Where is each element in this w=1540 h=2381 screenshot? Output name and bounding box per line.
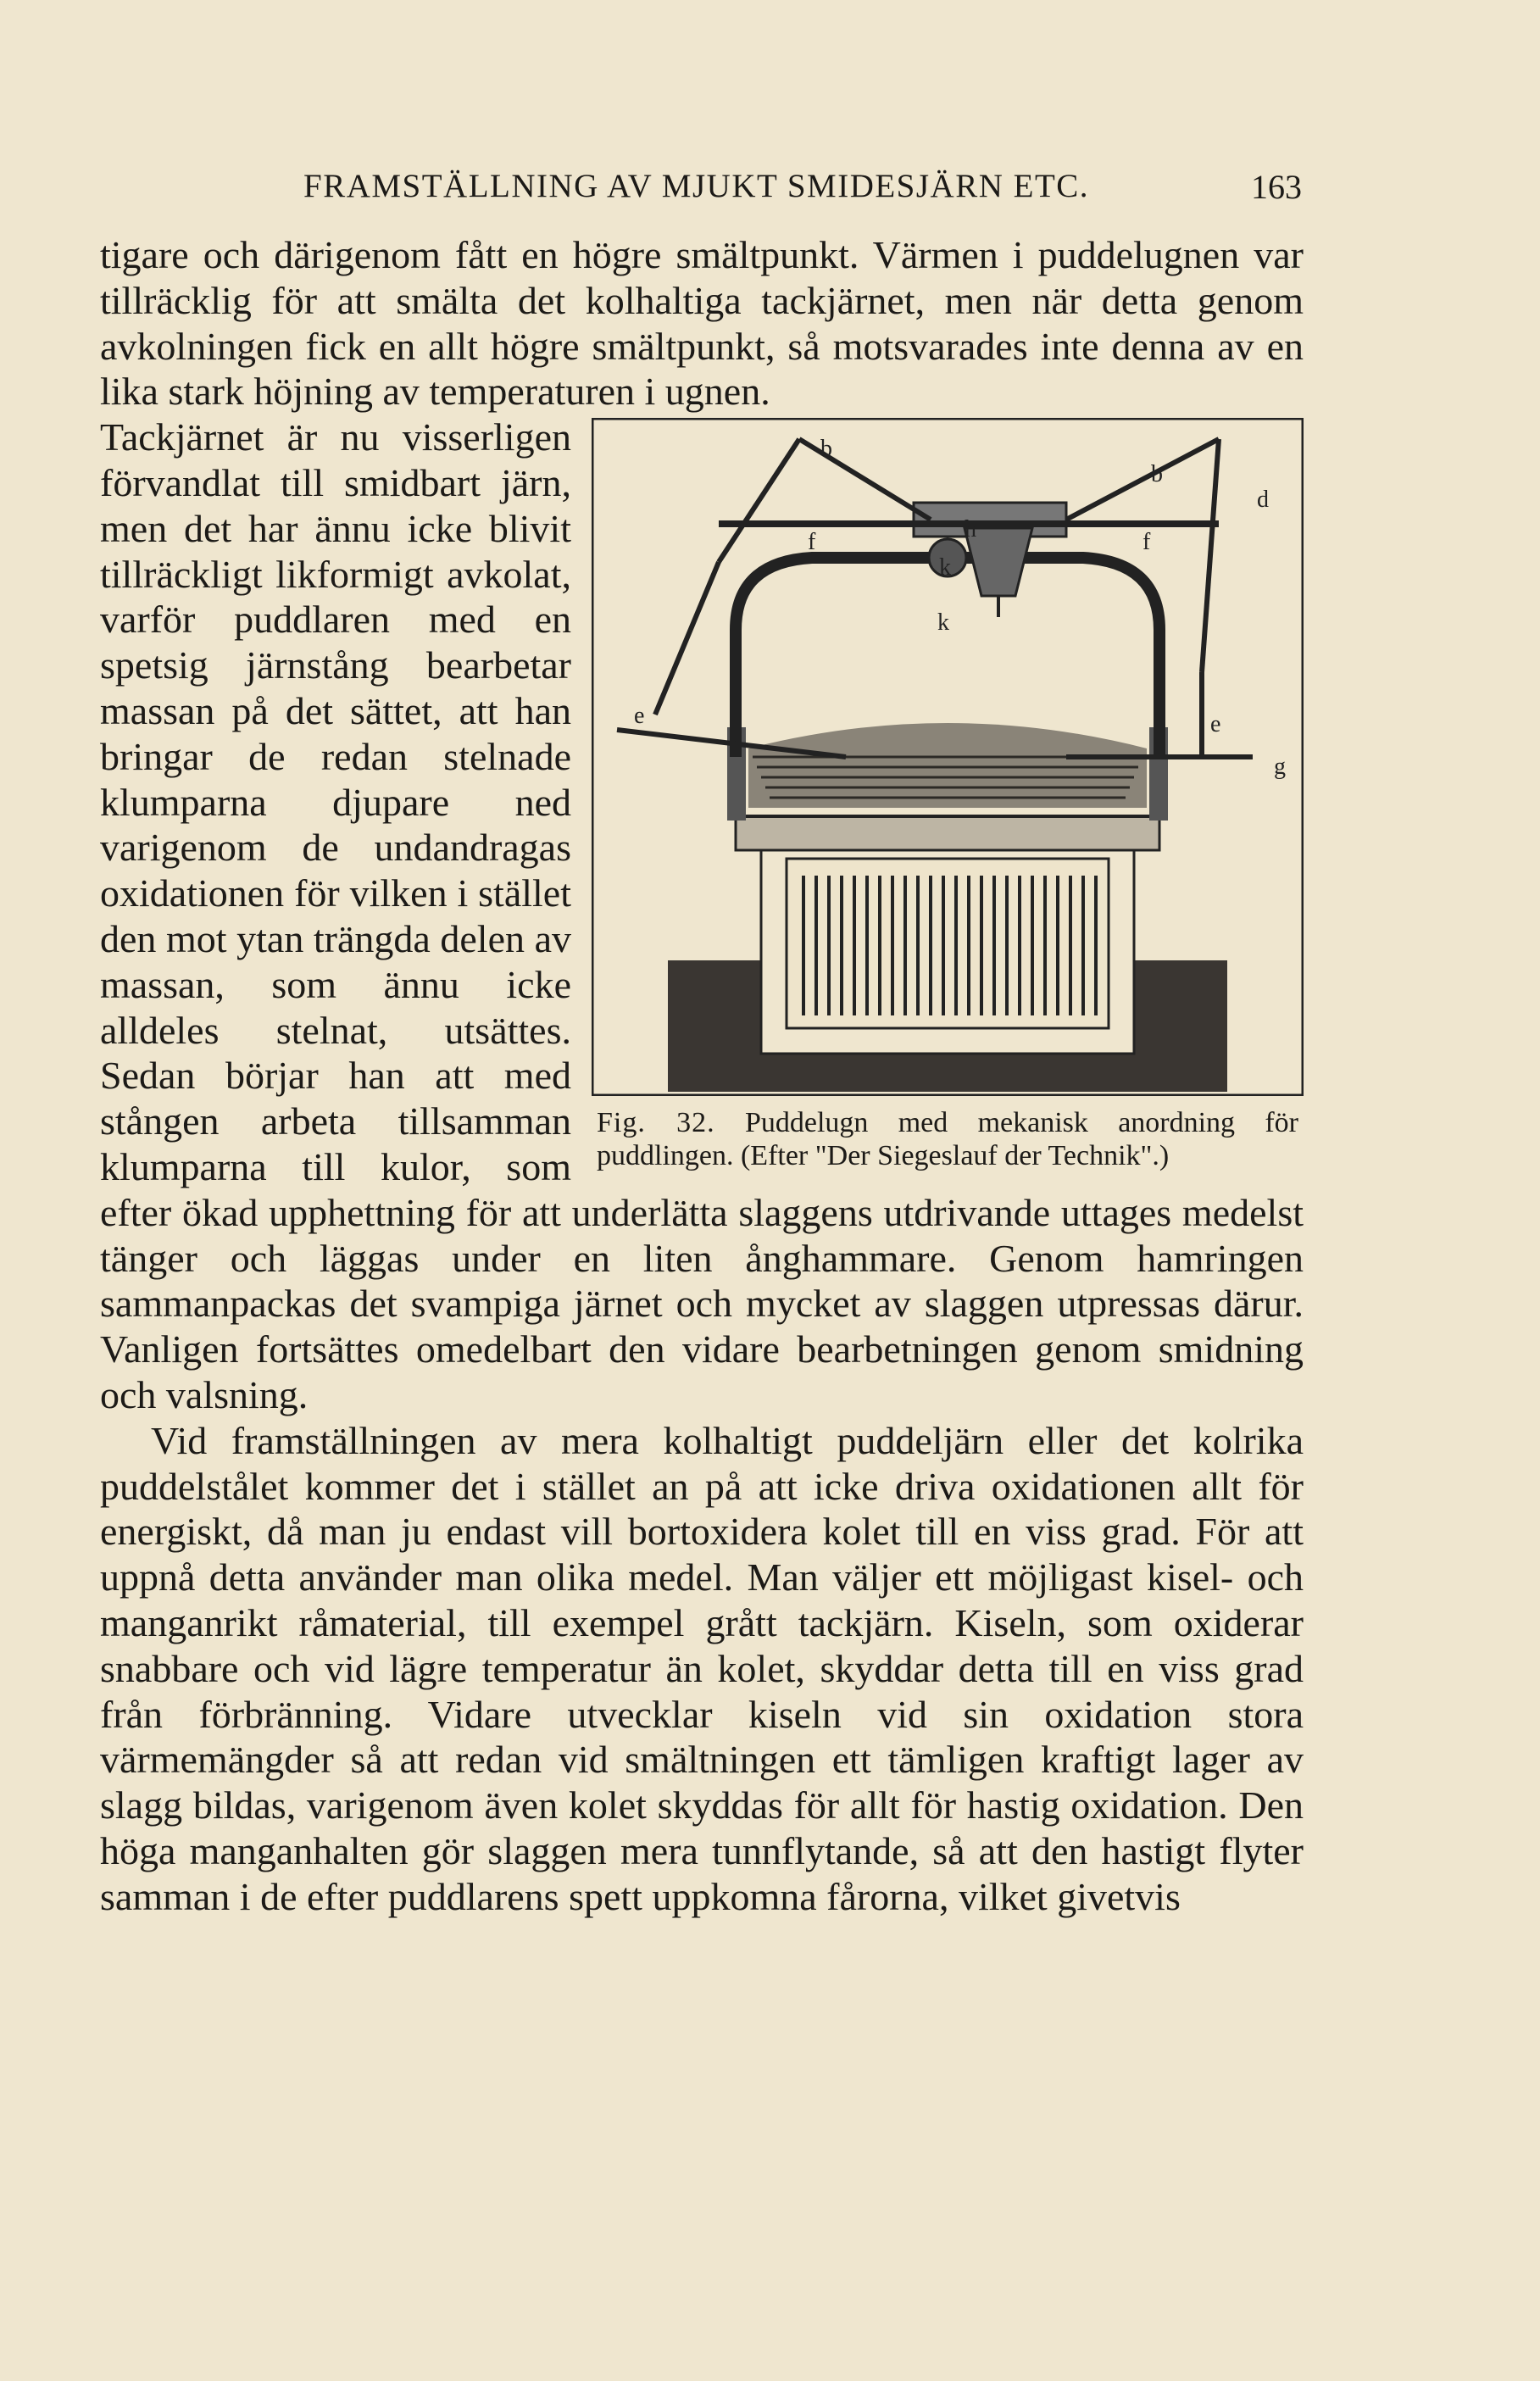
paragraph-1: tigare och därigenom fått en högre smältpunkt. Värmen i puddelugnen var tillräcklig för att smälta det kolhaltiga tackjärnet, men när detta genom avkolningen fick en allt högre smältpunkt, så motsvarades inte denna av en lika stark höjning av temperaturen i ugnen. xyxy=(100,233,1304,414)
label-f-right: f xyxy=(1142,529,1151,556)
running-header xyxy=(0,0,1540,206)
label-h: h xyxy=(965,516,976,543)
paragraph-3: Vid framställningen av mera kolhaltigt puddeljärn eller det kolrika puddelstålet kommer det i stället an på att icke driva oxidationen allt för energiskt, då man ju endast vill bortoxidera kolet till en viss grad. För att uppnå detta använder man olika medel. Man väljer ett möjligast kisel- och manganrikt råmaterial, till exempel grått tackjärn. Kiseln, som oxiderar snabbare och vid lägre temperatur än kolet, skyddar detta till en viss grad från förbränning. Vidare utvecklar kiseln vid sin oxidation stora värmemängder så att redan vid smältningen ett tämligen kraftigt lager av slagg bildas, varigenom även kolet skyddas för allt för hastig oxidation. Den höga manganhalten gör slaggen mera tunnflytande, så att den hastigt flyter samman i de efter puddlarens spett uppkomna fårorna, vilket givetvis xyxy=(100,1418,1304,1918)
label-d: d xyxy=(1257,487,1269,514)
page-number: 163 xyxy=(1251,168,1302,206)
label-b-left: b xyxy=(820,436,832,463)
label-k-top: k xyxy=(939,554,951,581)
label-f-left: f xyxy=(808,529,816,556)
label-g: g xyxy=(1274,754,1286,781)
furnace-vessel xyxy=(727,723,1168,821)
hearth-slab xyxy=(736,816,1159,850)
label-b-right: b xyxy=(1151,461,1163,488)
running-title: FRAMSTÄLLNING AV MJUKT SMIDESJÄRN ETC. xyxy=(303,168,1090,204)
paragraph-2: Tackjärnet är nu visserligen förvandlat till smidbart järn, men det har ännu icke blivit tillräckligt likformigt avkolat, varför puddlaren med en spetsig järnstång bearbetar massan på det sättet, att han bringar de redan stelnade klumparna djupare ned varigenom de undandragas oxidationen för vilken i stället den mot ytan trängda delen av massan, som ännu icke alldeles stelnat, utsättes. Sedan börjar han att med stången arbeta tillsamman klumparna till kulor, som efter ökad upphettning för att underlätta slaggens utdrivande uttages medelst tänger och läggas under en liten ånghammare. Genom hamringen sammanpackas det svampiga järnet och mycket av slaggen utpressas därur. Vanligen fortsättes omedelbart den vidare bearbetningen genom smidning och valsning. xyxy=(100,415,1304,1416)
figure-32 xyxy=(592,418,1304,1172)
body-text xyxy=(100,232,1304,1919)
grate xyxy=(787,859,1109,1028)
figure-caption xyxy=(592,1096,1304,1172)
label-e-left: e xyxy=(634,703,645,730)
label-e-right: e xyxy=(1210,711,1221,738)
label-k-bottom: k xyxy=(937,609,949,637)
figure-caption-text: Puddelugn med mekanisk anordning för puddlingen. (Efter "Der Siegeslauf der Technik".) xyxy=(597,1107,1299,1172)
puddling-furnace-illustration xyxy=(592,418,1304,1096)
figure-number: Fig. 32. xyxy=(597,1107,715,1139)
